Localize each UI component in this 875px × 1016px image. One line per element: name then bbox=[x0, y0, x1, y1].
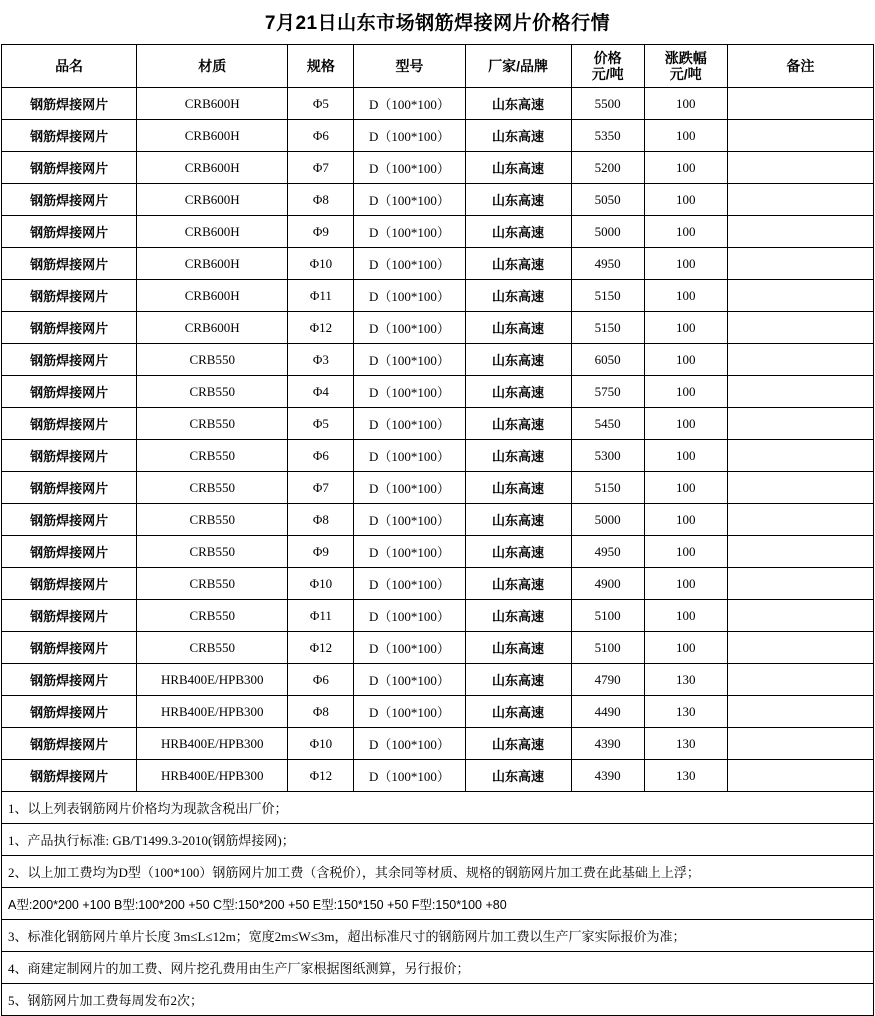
column-header-price bbox=[571, 45, 644, 88]
cell-price: 4490 bbox=[571, 696, 644, 728]
cell-note bbox=[727, 120, 873, 152]
cell-change: 100 bbox=[644, 568, 727, 600]
cell-price: 5100 bbox=[571, 600, 644, 632]
cell-note bbox=[727, 536, 873, 568]
cell-note bbox=[727, 184, 873, 216]
cell-brand: 山东高速 bbox=[465, 344, 571, 376]
column-header-price-line1: 价格 bbox=[593, 49, 622, 66]
column-header-price-line2: 元/吨 bbox=[591, 66, 624, 82]
note-line: 1、以上列表钢筋网片价格均为现款含税出厂价； bbox=[2, 792, 873, 824]
cell-price: 5750 bbox=[571, 376, 644, 408]
cell-brand: 山东高速 bbox=[465, 472, 571, 504]
cell-model: D（100*100） bbox=[354, 216, 465, 248]
table-header bbox=[2, 45, 874, 88]
cell-brand: 山东高速 bbox=[465, 728, 571, 760]
table-row bbox=[2, 760, 874, 792]
cell-model: D（100*100） bbox=[354, 88, 465, 120]
cell-price: 5100 bbox=[571, 632, 644, 664]
cell-model: D（100*100） bbox=[354, 728, 465, 760]
cell-brand: 山东高速 bbox=[465, 504, 571, 536]
cell-change: 100 bbox=[644, 632, 727, 664]
table-row bbox=[2, 728, 874, 760]
table-row bbox=[2, 120, 874, 152]
cell-model: D（100*100） bbox=[354, 536, 465, 568]
cell-brand: 山东高速 bbox=[465, 600, 571, 632]
cell-price: 5000 bbox=[571, 504, 644, 536]
cell-product-name: 钢筋焊接网片 bbox=[2, 216, 137, 248]
cell-material: CRB600H bbox=[137, 216, 288, 248]
cell-product-name: 钢筋焊接网片 bbox=[2, 600, 137, 632]
cell-change: 100 bbox=[644, 184, 727, 216]
cell-change: 130 bbox=[644, 760, 727, 792]
cell-price: 4950 bbox=[571, 536, 644, 568]
cell-brand: 山东高速 bbox=[465, 440, 571, 472]
column-header-change bbox=[644, 45, 727, 88]
cell-product-name: 钢筋焊接网片 bbox=[2, 536, 137, 568]
cell-material: CRB600H bbox=[137, 248, 288, 280]
cell-model: D（100*100） bbox=[354, 280, 465, 312]
cell-change: 130 bbox=[644, 696, 727, 728]
cell-note bbox=[727, 568, 873, 600]
cell-spec: Φ12 bbox=[288, 632, 354, 664]
table-row bbox=[2, 408, 874, 440]
table-row bbox=[2, 312, 874, 344]
table-row bbox=[2, 632, 874, 664]
cell-spec: Φ10 bbox=[288, 568, 354, 600]
price-table bbox=[1, 44, 874, 792]
column-header-change-line1: 涨跌幅 bbox=[664, 49, 707, 66]
cell-price: 5000 bbox=[571, 216, 644, 248]
cell-model: D（100*100） bbox=[354, 664, 465, 696]
cell-change: 100 bbox=[644, 280, 727, 312]
cell-note bbox=[727, 88, 873, 120]
cell-change: 100 bbox=[644, 88, 727, 120]
note-line: 1、产品执行标准: GB/T1499.3-2010(钢筋焊接网)； bbox=[2, 824, 873, 856]
column-header-material: 材质 bbox=[137, 45, 288, 88]
cell-price: 5200 bbox=[571, 152, 644, 184]
cell-price: 4790 bbox=[571, 664, 644, 696]
cell-model: D（100*100） bbox=[354, 440, 465, 472]
cell-spec: Φ5 bbox=[288, 88, 354, 120]
cell-note bbox=[727, 344, 873, 376]
cell-note bbox=[727, 248, 873, 280]
table-row bbox=[2, 472, 874, 504]
cell-brand: 山东高速 bbox=[465, 88, 571, 120]
cell-change: 100 bbox=[644, 536, 727, 568]
cell-spec: Φ8 bbox=[288, 696, 354, 728]
cell-price: 4390 bbox=[571, 760, 644, 792]
cell-product-name: 钢筋焊接网片 bbox=[2, 440, 137, 472]
table-row bbox=[2, 184, 874, 216]
cell-material: HRB400E/HPB300 bbox=[137, 728, 288, 760]
cell-product-name: 钢筋焊接网片 bbox=[2, 248, 137, 280]
cell-brand: 山东高速 bbox=[465, 664, 571, 696]
cell-model: D（100*100） bbox=[354, 152, 465, 184]
cell-brand: 山东高速 bbox=[465, 376, 571, 408]
cell-material: HRB400E/HPB300 bbox=[137, 696, 288, 728]
table-row bbox=[2, 88, 874, 120]
table-row bbox=[2, 600, 874, 632]
cell-model: D（100*100） bbox=[354, 312, 465, 344]
column-header-model: 型号 bbox=[354, 45, 465, 88]
note-line: 4、商建定制网片的加工费、网片挖孔费用由生产厂家根据图纸测算，另行报价； bbox=[2, 952, 873, 984]
cell-price: 5050 bbox=[571, 184, 644, 216]
cell-spec: Φ5 bbox=[288, 408, 354, 440]
table-row bbox=[2, 376, 874, 408]
cell-material: CRB600H bbox=[137, 312, 288, 344]
cell-price: 5500 bbox=[571, 88, 644, 120]
table-row bbox=[2, 696, 874, 728]
cell-model: D（100*100） bbox=[354, 600, 465, 632]
cell-material: CRB600H bbox=[137, 280, 288, 312]
cell-change: 100 bbox=[644, 440, 727, 472]
cell-spec: Φ6 bbox=[288, 440, 354, 472]
cell-product-name: 钢筋焊接网片 bbox=[2, 376, 137, 408]
note-line: A型:200*200 +100 B型:100*200 +50 C型:150*200 +50 E型:150*150 +50 F型:150*100 +80 bbox=[2, 888, 873, 920]
cell-material: CRB550 bbox=[137, 440, 288, 472]
cell-spec: Φ12 bbox=[288, 760, 354, 792]
cell-spec: Φ9 bbox=[288, 536, 354, 568]
cell-material: CRB550 bbox=[137, 344, 288, 376]
cell-note bbox=[727, 632, 873, 664]
cell-spec: Φ8 bbox=[288, 504, 354, 536]
cell-product-name: 钢筋焊接网片 bbox=[2, 760, 137, 792]
column-header-name: 品名 bbox=[2, 45, 137, 88]
cell-change: 100 bbox=[644, 472, 727, 504]
cell-material: CRB550 bbox=[137, 376, 288, 408]
cell-note bbox=[727, 760, 873, 792]
cell-brand: 山东高速 bbox=[465, 760, 571, 792]
cell-material: CRB550 bbox=[137, 536, 288, 568]
cell-note bbox=[727, 664, 873, 696]
cell-model: D（100*100） bbox=[354, 632, 465, 664]
cell-spec: Φ6 bbox=[288, 664, 354, 696]
cell-product-name: 钢筋焊接网片 bbox=[2, 664, 137, 696]
cell-model: D（100*100） bbox=[354, 120, 465, 152]
cell-spec: Φ10 bbox=[288, 248, 354, 280]
cell-spec: Φ4 bbox=[288, 376, 354, 408]
cell-change: 100 bbox=[644, 216, 727, 248]
cell-price: 4950 bbox=[571, 248, 644, 280]
cell-spec: Φ7 bbox=[288, 152, 354, 184]
cell-price: 5350 bbox=[571, 120, 644, 152]
cell-material: HRB400E/HPB300 bbox=[137, 760, 288, 792]
cell-note bbox=[727, 472, 873, 504]
cell-brand: 山东高速 bbox=[465, 312, 571, 344]
cell-price: 5150 bbox=[571, 280, 644, 312]
cell-note bbox=[727, 440, 873, 472]
cell-note bbox=[727, 376, 873, 408]
table-row bbox=[2, 504, 874, 536]
table-row bbox=[2, 536, 874, 568]
cell-brand: 山东高速 bbox=[465, 536, 571, 568]
cell-spec: Φ3 bbox=[288, 344, 354, 376]
cell-price: 6050 bbox=[571, 344, 644, 376]
column-header-change-line2: 元/吨 bbox=[669, 66, 702, 82]
page-title: 7月21日山东市场钢筋焊接网片价格行情 bbox=[264, 13, 611, 34]
cell-model: D（100*100） bbox=[354, 760, 465, 792]
cell-model: D（100*100） bbox=[354, 376, 465, 408]
cell-change: 100 bbox=[644, 120, 727, 152]
cell-model: D（100*100） bbox=[354, 344, 465, 376]
column-header-note: 备注 bbox=[727, 45, 873, 88]
cell-material: CRB550 bbox=[137, 504, 288, 536]
cell-change: 130 bbox=[644, 664, 727, 696]
cell-material: HRB400E/HPB300 bbox=[137, 664, 288, 696]
cell-change: 100 bbox=[644, 504, 727, 536]
cell-note bbox=[727, 216, 873, 248]
cell-brand: 山东高速 bbox=[465, 632, 571, 664]
cell-product-name: 钢筋焊接网片 bbox=[2, 184, 137, 216]
note-line: 3、标准化钢筋网片单片长度 3m≤L≤12m；宽度2m≤W≤3m，超出标准尺寸的钢筋网片加工费以生产厂家实际报价为准； bbox=[2, 920, 873, 952]
cell-spec: Φ7 bbox=[288, 472, 354, 504]
cell-price: 5300 bbox=[571, 440, 644, 472]
cell-material: CRB600H bbox=[137, 88, 288, 120]
cell-note bbox=[727, 312, 873, 344]
cell-product-name: 钢筋焊接网片 bbox=[2, 120, 137, 152]
cell-spec: Φ12 bbox=[288, 312, 354, 344]
cell-price: 5450 bbox=[571, 408, 644, 440]
note-line: 2、以上加工费均为D型（100*100）钢筋网片加工费（含税价），其余同等材质、规格的钢筋网片加工费在此基础上上浮； bbox=[2, 856, 873, 888]
cell-change: 100 bbox=[644, 152, 727, 184]
cell-note bbox=[727, 408, 873, 440]
cell-product-name: 钢筋焊接网片 bbox=[2, 408, 137, 440]
table-header-row bbox=[2, 45, 874, 88]
cell-product-name: 钢筋焊接网片 bbox=[2, 568, 137, 600]
table-row bbox=[2, 344, 874, 376]
cell-brand: 山东高速 bbox=[465, 568, 571, 600]
notes-block bbox=[1, 792, 874, 1016]
table-row bbox=[2, 152, 874, 184]
cell-material: CRB550 bbox=[137, 632, 288, 664]
cell-brand: 山东高速 bbox=[465, 280, 571, 312]
cell-spec: Φ9 bbox=[288, 216, 354, 248]
cell-spec: Φ8 bbox=[288, 184, 354, 216]
table-row bbox=[2, 216, 874, 248]
cell-model: D（100*100） bbox=[354, 248, 465, 280]
cell-note bbox=[727, 696, 873, 728]
cell-change: 130 bbox=[644, 728, 727, 760]
cell-brand: 山东高速 bbox=[465, 120, 571, 152]
cell-brand: 山东高速 bbox=[465, 248, 571, 280]
cell-price: 5150 bbox=[571, 312, 644, 344]
cell-change: 100 bbox=[644, 408, 727, 440]
cell-model: D（100*100） bbox=[354, 696, 465, 728]
cell-note bbox=[727, 152, 873, 184]
cell-product-name: 钢筋焊接网片 bbox=[2, 632, 137, 664]
cell-product-name: 钢筋焊接网片 bbox=[2, 152, 137, 184]
cell-material: CRB550 bbox=[137, 408, 288, 440]
cell-brand: 山东高速 bbox=[465, 216, 571, 248]
cell-change: 100 bbox=[644, 600, 727, 632]
cell-product-name: 钢筋焊接网片 bbox=[2, 504, 137, 536]
cell-change: 100 bbox=[644, 376, 727, 408]
cell-product-name: 钢筋焊接网片 bbox=[2, 696, 137, 728]
cell-product-name: 钢筋焊接网片 bbox=[2, 728, 137, 760]
cell-product-name: 钢筋焊接网片 bbox=[2, 312, 137, 344]
column-header-brand: 厂家/品牌 bbox=[465, 45, 571, 88]
cell-note bbox=[727, 504, 873, 536]
cell-price: 4900 bbox=[571, 568, 644, 600]
cell-model: D（100*100） bbox=[354, 472, 465, 504]
cell-spec: Φ11 bbox=[288, 600, 354, 632]
cell-change: 100 bbox=[644, 344, 727, 376]
cell-material: CRB600H bbox=[137, 152, 288, 184]
cell-price: 4390 bbox=[571, 728, 644, 760]
cell-spec: Φ6 bbox=[288, 120, 354, 152]
note-line: 5、钢筋网片加工费每周发布2次； bbox=[8, 993, 204, 1008]
column-header-spec: 规格 bbox=[288, 45, 354, 88]
cell-model: D（100*100） bbox=[354, 408, 465, 440]
cell-note bbox=[727, 600, 873, 632]
table-row bbox=[2, 664, 874, 696]
cell-brand: 山东高速 bbox=[465, 696, 571, 728]
cell-brand: 山东高速 bbox=[465, 152, 571, 184]
cell-change: 100 bbox=[644, 248, 727, 280]
cell-model: D（100*100） bbox=[354, 568, 465, 600]
table-body bbox=[2, 88, 874, 792]
cell-material: CRB600H bbox=[137, 120, 288, 152]
cell-material: CRB550 bbox=[137, 600, 288, 632]
cell-model: D（100*100） bbox=[354, 184, 465, 216]
cell-product-name: 钢筋焊接网片 bbox=[2, 88, 137, 120]
cell-material: CRB550 bbox=[137, 472, 288, 504]
cell-price: 5150 bbox=[571, 472, 644, 504]
cell-note bbox=[727, 728, 873, 760]
table-row bbox=[2, 280, 874, 312]
cell-change: 100 bbox=[644, 312, 727, 344]
table-row bbox=[2, 248, 874, 280]
cell-product-name: 钢筋焊接网片 bbox=[2, 472, 137, 504]
cell-spec: Φ11 bbox=[288, 280, 354, 312]
cell-material: CRB550 bbox=[137, 568, 288, 600]
cell-product-name: 钢筋焊接网片 bbox=[2, 280, 137, 312]
cell-note bbox=[727, 280, 873, 312]
cell-brand: 山东高速 bbox=[465, 408, 571, 440]
table-row bbox=[2, 568, 874, 600]
cell-spec: Φ10 bbox=[288, 728, 354, 760]
cell-brand: 山东高速 bbox=[465, 184, 571, 216]
cell-model: D（100*100） bbox=[354, 504, 465, 536]
cell-material: CRB600H bbox=[137, 184, 288, 216]
cell-product-name: 钢筋焊接网片 bbox=[2, 344, 137, 376]
table-row bbox=[2, 440, 874, 472]
